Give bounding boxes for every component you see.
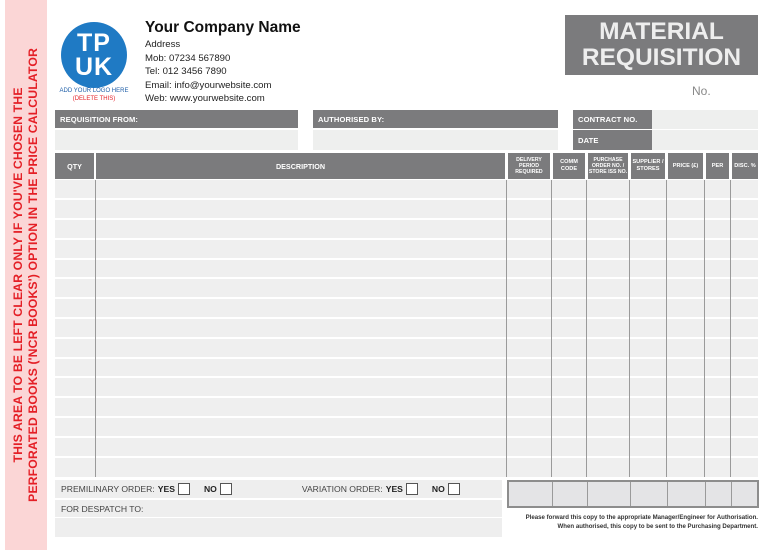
row-divider	[55, 258, 758, 260]
variation-no-label: NO	[431, 484, 445, 494]
column-divider	[95, 180, 96, 477]
totals-divider	[705, 482, 706, 506]
requisition-from-field[interactable]	[55, 130, 298, 150]
logo-text-line-1: TP	[77, 29, 111, 57]
despatch-to-field[interactable]	[55, 518, 502, 537]
row-divider	[55, 238, 758, 240]
totals-divider	[587, 482, 588, 506]
company-website: Web: www.yourwebsite.com	[145, 93, 265, 104]
company-email: Email: info@yourwebsite.com	[145, 80, 272, 91]
forwarding-note-line-2: When authorised, this copy to be sent to the Purchasing Department.	[557, 523, 758, 530]
variation-yes-label: YES	[385, 484, 403, 494]
title-line-1: MATERIAL	[599, 18, 724, 45]
column-header-supplier: SUPPLIER / STORES	[631, 153, 665, 179]
variation-yes-checkbox[interactable]	[406, 483, 418, 495]
row-divider	[55, 337, 758, 339]
column-divider	[551, 180, 552, 477]
forwarding-note-line-1: Please forward this copy to the appropriate Manager/Engineer for Authorisation.	[525, 514, 758, 521]
authorised-by-label: AUTHORISED BY:	[313, 110, 558, 128]
ncr-notice-strip	[5, 0, 47, 550]
company-mobile: Mob: 07234 567890	[145, 53, 231, 64]
row-divider	[55, 396, 758, 398]
row-divider	[55, 198, 758, 200]
ncr-notice-line-1: THIS AREA TO BE LEFT CLEAR ONLY IF YOU'VE CHOSEN THE	[11, 87, 25, 463]
logo-caption-note: (DELETE THIS)	[72, 96, 116, 102]
date-label: DATE	[573, 130, 652, 150]
totals-divider	[667, 482, 668, 506]
column-divider	[586, 180, 587, 477]
totals-divider	[731, 482, 732, 506]
variation-no-checkbox[interactable]	[448, 483, 460, 495]
ncr-notice-text	[11, 48, 41, 502]
totals-divider	[630, 482, 631, 506]
row-divider	[55, 277, 758, 279]
column-header-price: PRICE (£)	[668, 153, 703, 179]
requisition-from-label: REQUISITION FROM:	[55, 110, 298, 128]
preliminary-yes-label: YES	[157, 484, 175, 494]
preliminary-order-label: PREMILINARY ORDER:	[61, 484, 155, 494]
company-telephone: Tel: 012 3456 7890	[145, 66, 227, 77]
row-divider	[55, 317, 758, 319]
contract-no-field[interactable]	[652, 110, 758, 129]
column-divider	[629, 180, 630, 477]
title-line-2: REQUISITION	[581, 44, 742, 71]
document-title	[565, 15, 758, 75]
variation-order-label: VARIATION ORDER:	[301, 484, 383, 494]
preliminary-no-checkbox[interactable]	[220, 483, 232, 495]
totals-box[interactable]	[507, 480, 759, 508]
order-type-row	[55, 480, 502, 498]
row-divider	[55, 436, 758, 438]
items-table-body[interactable]	[55, 180, 758, 477]
row-divider	[55, 416, 758, 418]
column-header-disc: DISC. %	[732, 153, 758, 179]
row-divider	[55, 456, 758, 458]
column-header-comm-code: COMM CODE	[553, 153, 585, 179]
column-divider	[666, 180, 667, 477]
authorised-by-field[interactable]	[313, 130, 558, 150]
column-divider	[506, 180, 507, 477]
column-header-delivery-period: DELIVERY PERIOD REQUIRED	[508, 153, 550, 179]
preliminary-no-label: NO	[203, 484, 217, 494]
company-logo	[61, 22, 127, 88]
date-field[interactable]	[652, 130, 758, 150]
preliminary-yes-checkbox[interactable]	[178, 483, 190, 495]
column-header-purchase-order: PURCHASE ORDER NO. / STORE ISS NO.	[588, 153, 628, 179]
company-name: Your Company Name	[145, 19, 301, 36]
company-address: Address	[145, 39, 181, 50]
column-header-per: PER	[706, 153, 729, 179]
row-divider	[55, 297, 758, 299]
column-divider	[730, 180, 731, 477]
row-divider	[55, 376, 758, 378]
column-header-description: DESCRIPTION	[96, 153, 505, 179]
ncr-notice-line-2: PERFORATED BOOKS ('NCR BOOKS') OPTION IN THE PRICE CALCULATOR	[26, 48, 40, 502]
row-divider	[55, 218, 758, 220]
contract-no-label: CONTRACT NO.	[573, 110, 652, 129]
logo-caption: ADD YOUR LOGO HERE	[59, 88, 129, 94]
column-divider	[704, 180, 705, 477]
logo-text-line-2: UK	[74, 53, 114, 81]
despatch-to-label: FOR DESPATCH TO:	[55, 500, 502, 517]
document-number-label: No.	[692, 84, 711, 98]
totals-divider	[552, 482, 553, 506]
column-header-qty: QTY	[55, 153, 94, 179]
row-divider	[55, 357, 758, 359]
